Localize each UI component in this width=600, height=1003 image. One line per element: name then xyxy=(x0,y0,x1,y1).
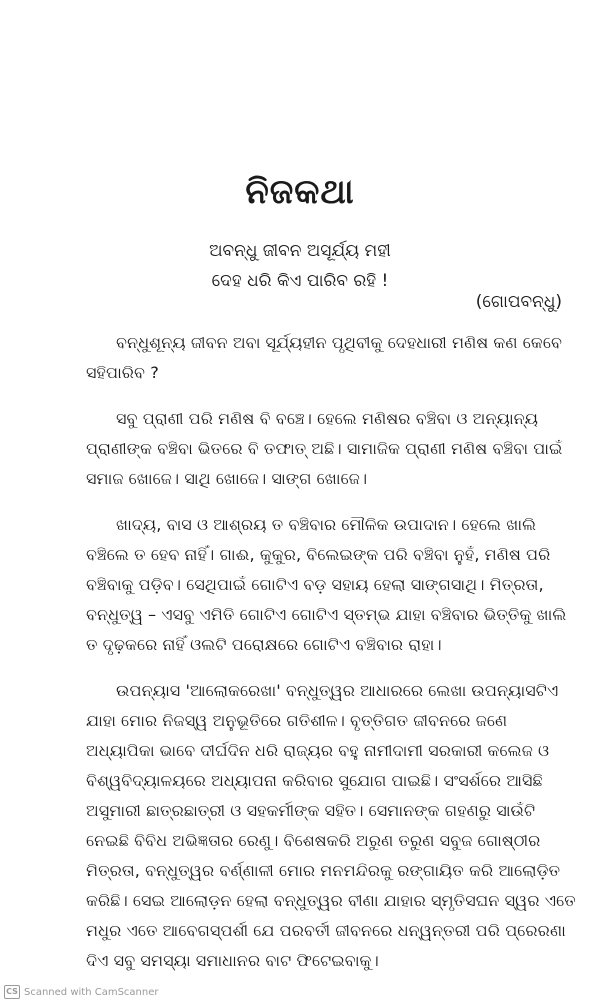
paragraph-2: ସବୁ ପ୍ରାଣୀ ପରି ମଣିଷ ବି ବଞ୍ଚେ। ହେଲେ ମଣିଷର ବଞ୍ଚିବା ଓ ଅନ୍ୟାନ୍ୟ ପ୍ରାଣୀଙ୍କ ବଞ୍ଚିବା ଭିତରେ ବି ତଫାତ୍ ଅଛି। ସାମାଜିକ ପ୍ରାଣୀ ମଣିଷ ବଞ୍ଚିବା ପାଇଁ ସମାଜ ଖୋଜେ। ସାଥି ଖୋଜେ। ସାଙ୍ଗ ଖୋଜେ। xyxy=(86,409,563,488)
paragraph-1: ବନ୍ଧୁଶୂନ୍ୟ ଜୀବନ ଅବା ସୂର୍ଯ୍ୟହୀନ ପୃଥିବୀକୁ ଦେହଧାରୀ ମଣିଷ କଣ କେବେ ସହିପାରିବ ? xyxy=(86,333,562,382)
camscanner-logo-icon: CS xyxy=(4,985,20,999)
epigraph-attribution: (ଗୋପବନ୍ଧୁ) xyxy=(475,292,562,312)
paragraph-3: ଖାଦ୍ୟ, ବାସ ଓ ଆଶ୍ରୟ ତ ବଞ୍ଚିବାର ମୌଳିକ ଉପାଦାନ। ହେଲେ ଖାଲି ବଞ୍ଚିଲେ ତ ହେବ ନାହିଁ। ଗାଈ, କୁକୁର, ବିଲେଇଙ୍କ ପରି ବଞ୍ଚିବା ନୁହଁ, ମଣିଷ ପରି ବଞ୍ଚିବାକୁ ପଡ଼ିବ। ସେଥିପାଇଁ ଗୋଟିଏ ବଡ଼ ସହାୟ ହେଲା ସାଙ୍ଗସାଥି। ମିତ୍ରତା, ବନ୍ଧୁତ୍ୱ – ଏସବୁ ଏମିତି ଗୋଟିଏ ଗୋଟିଏ ସ୍ତମ୍ଭ ଯାହା ବଞ୍ଚିବାର ଭିତ୍ତିକୁ ଖାଲି ତ ଦୃଢ଼କରେ ନାହିଁ ଓଲଟି ପରୋକ୍ଷରେ ଗୋଟିଏ ବଞ୍ଚିବାର ରାହା। xyxy=(86,515,567,654)
epigraph-line-2: ଦେହ ଧରି କିଏ ପାରିବ ରହି ! xyxy=(211,271,389,291)
paragraph-4: ଉପନ୍ୟାସ 'ଆଲୋକରେଖା' ବନ୍ଧୁତ୍ୱର ଆଧାରରେ ଲେଖା ଉପନ୍ୟାସଟିଏ ଯାହା ମୋର ନିଜସ୍ୱ ଅନୁଭୂତିରେ ଗତିଶୀଳ। ବୃତ୍ତିଗତ ଜୀବନରେ ଜଣେ ଅଧ୍ୟାପିକା ଭାବେ ଦୀର୍ଘଦିନ ଧରି ରାଜ୍ୟର ବହୁ ନାମୀଦାମୀ ସରକାରୀ କଲେଜ ଓ ବିଶ୍ୱବିଦ୍ୟାଳୟରେ ଅଧ୍ୟାପନା କରିବାର ସୁଯୋଗ ପାଇଛି। ସଂସର୍ଶରେ ଆସିଛି ଅସୁମାରୀ ଛାତ୍ରଛାତ୍ରୀ ଓ ସହକର୍ମୀଙ୍କ ସହିତ। ସେମାନଙ୍କ ଗହଣରୁ ସାଉଁଟି ନେଇଛି ବିବିଧ ଅଭିଜ୍ଞତାର ରେଣୁ। ବିଶେଷକରି ଅରୁଣ ତରୁଣ ସବୁଜ ଗୋଷ୍ଠୀର ମିତ୍ରତା, ବନ୍ଧୁତ୍ୱର ବର୍ଣ୍ଣାଳୀ ମୋର ମନମନ୍ଦିରକୁ ରଙ୍ଗାୟିତ କରି ଆଲୋଡ଼ିତ କରିଛି। ସେଇ ଆଲୋଡ଼ନ ହେଲା ବନ୍ଧୁତ୍ୱର ବୀଣା ଯାହାର ସ୍ମୃତିସଘନ ସ୍ୱର ଏତେ ମଧୁର ଏତେ ଆବେଗସ୍ପର୍ଶୀ ଯେ ପରବର୍ତୀ ଜୀବନରେ ଧନ୍ୱନ୍ତରୀ ପରି ପ୍ରେରଣା ଦିଏ ସବୁ ସମସ୍ୟା ସମାଧାନର ବାଟ ଫିଟେଇବାକୁ। xyxy=(86,681,576,970)
body-text xyxy=(86,328,580,976)
epigraph xyxy=(0,236,600,296)
watermark-text: Scanned with CamScanner xyxy=(24,986,159,998)
page-title: ନିଜକଥା xyxy=(245,172,355,212)
epigraph-line-1: ଅବନ୍ଧୁ ଜୀବନ ଅସୂର୍ଯ୍ୟ ମହୀ xyxy=(209,241,391,261)
scanner-watermark xyxy=(4,985,159,999)
